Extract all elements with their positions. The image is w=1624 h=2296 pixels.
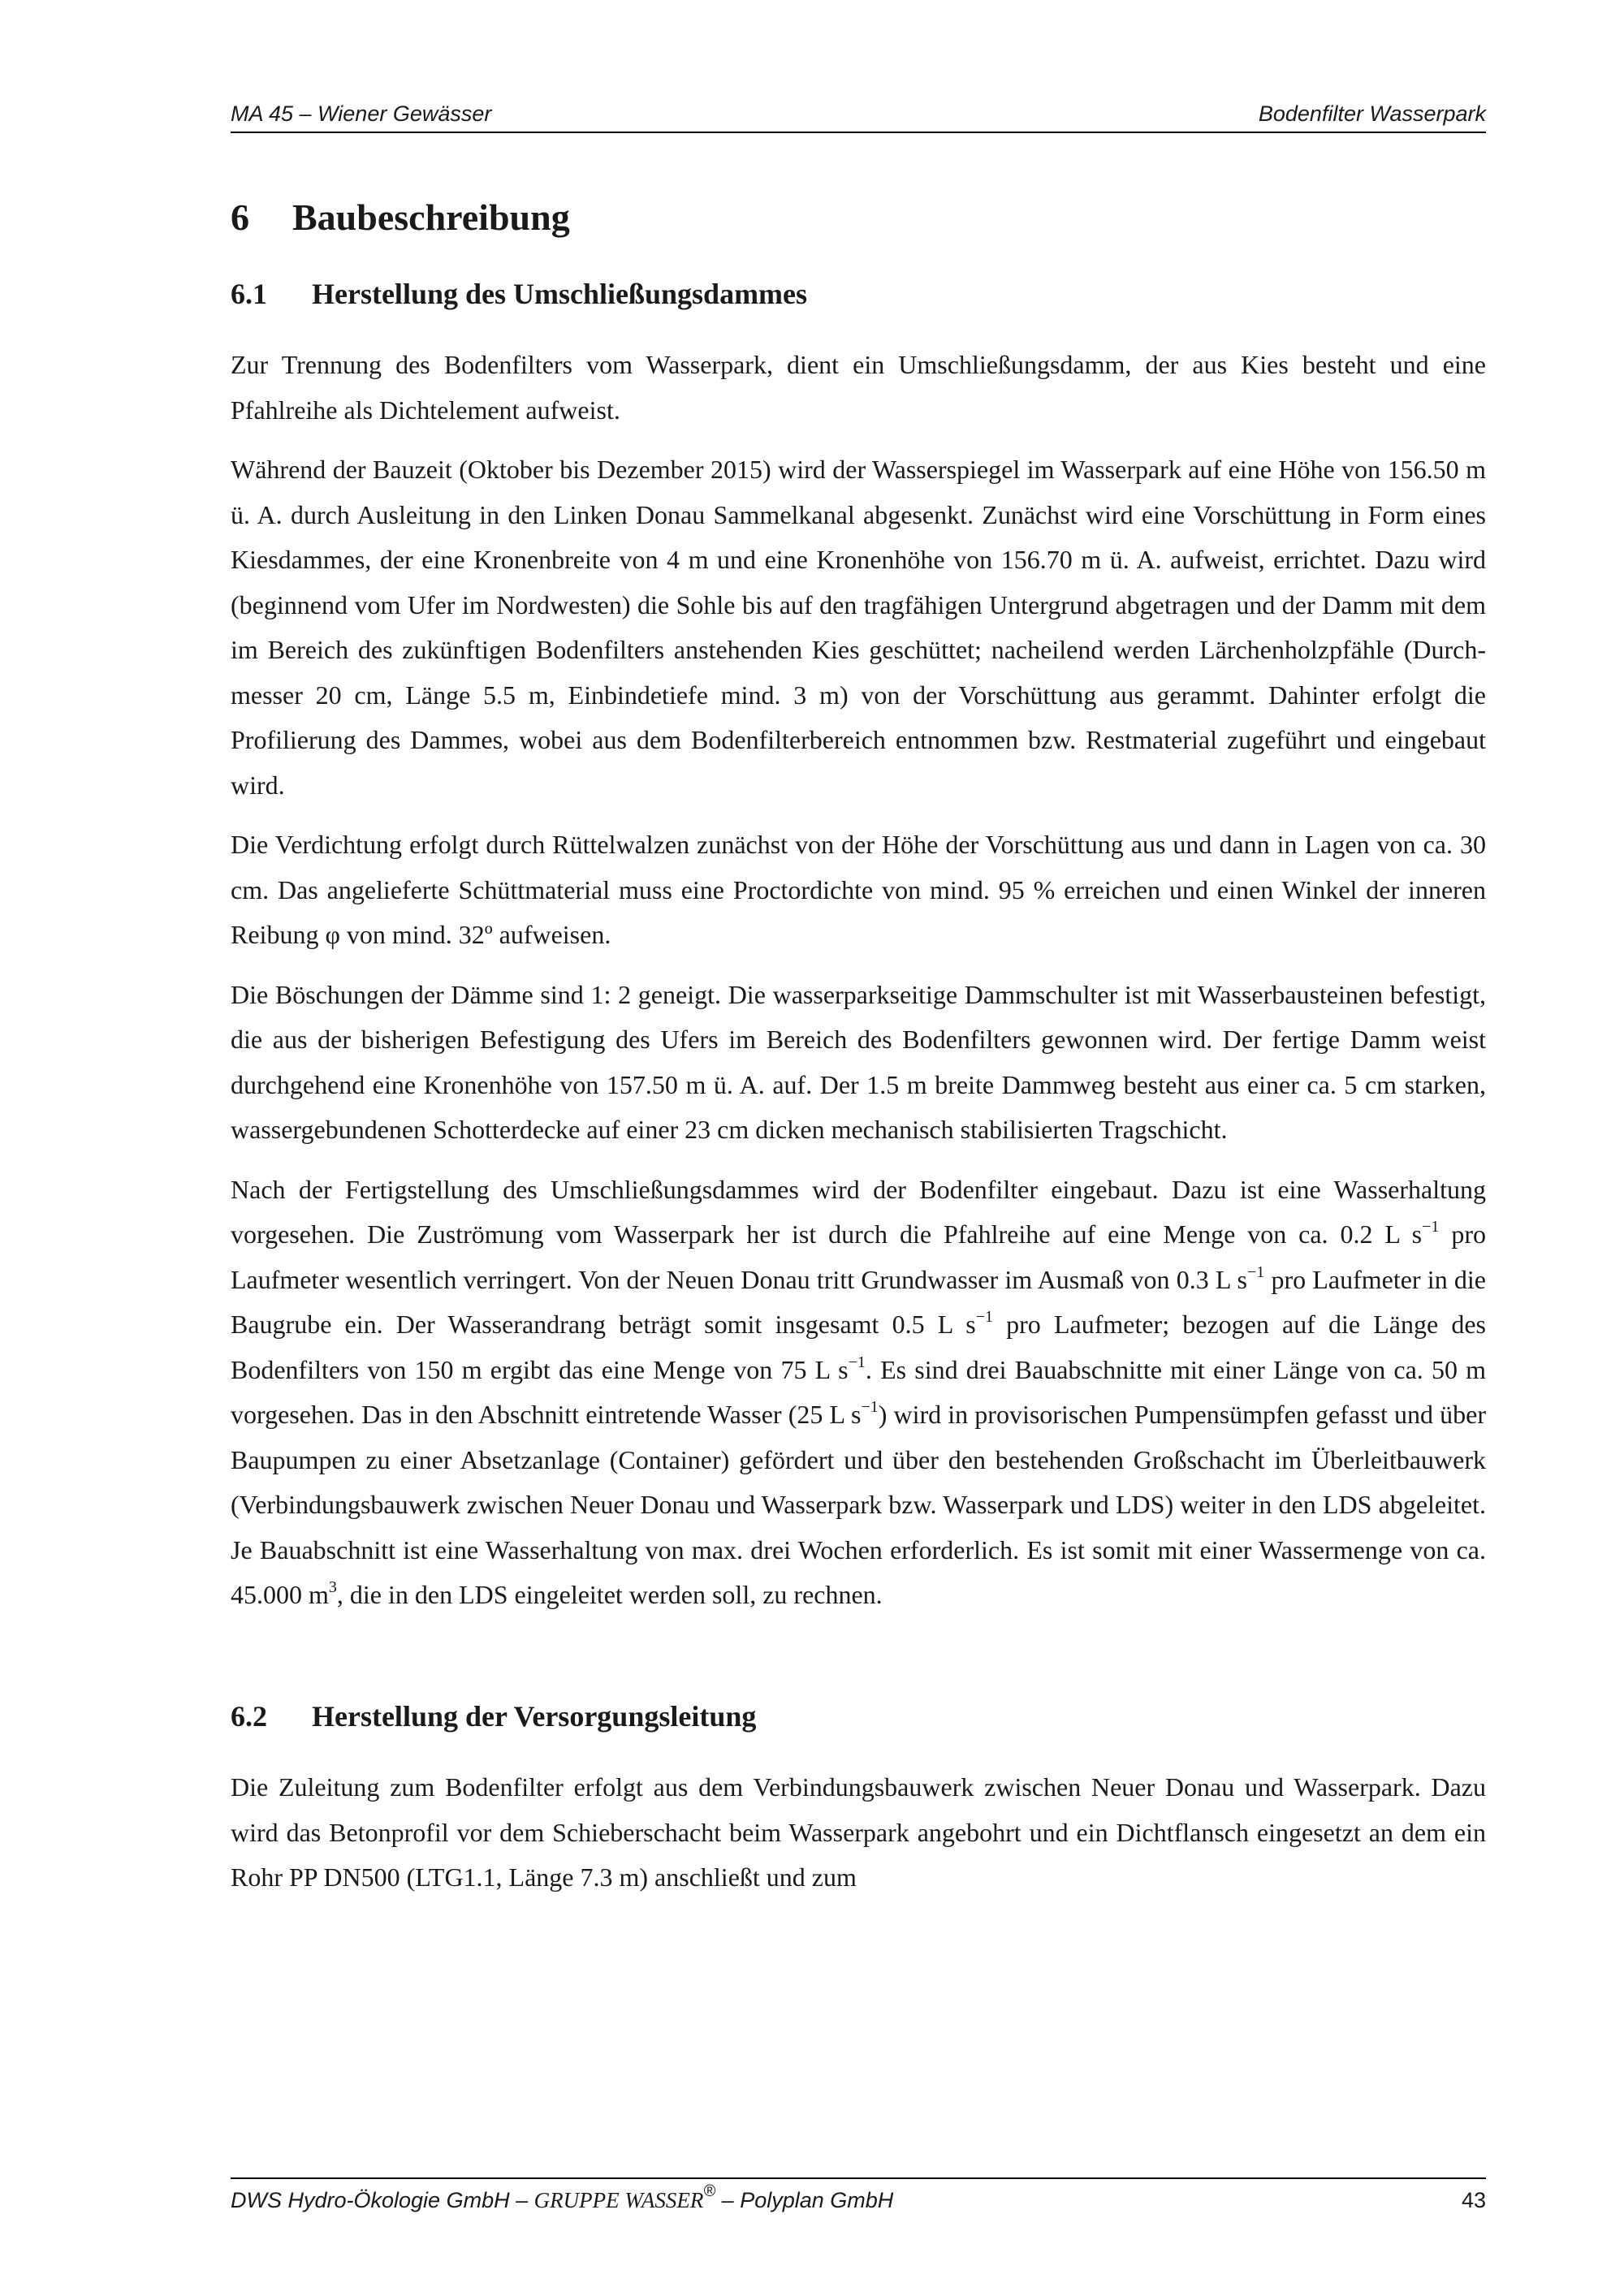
text-run: . Es sind drei Bauabschnitte mit einer Länge von ca. 50 m vorgesehen. Das in den Abschnitt eintretende Wasser (25 L s xyxy=(231,1354,1487,1430)
page-number: 43 xyxy=(1461,2188,1486,2212)
superscript: −1 xyxy=(848,1353,866,1371)
superscript: −1 xyxy=(975,1308,993,1327)
section-title: Herstellung der Versorgungsleitung xyxy=(312,1699,757,1733)
text-run: , die in den LDS eingeleitet werden soll, zu rechnen. xyxy=(336,1580,883,1610)
paragraph: Die Böschungen der Dämme sind 1: 2 geneigt. Die wasserparkseitige Dammschulter ist mit Wasserbausteinen befestigt, die aus der bisherigen Befestigung des Ufers im Bereich des Bodenfilters gewonnen wird. Der fertige Damm weist durchgehend eine Kronenhöhe von 157.50 m ü. A. auf. Der 1.5 m breite Dammweg besteht aus einer ca. 5 cm starken, wassergebundenen Schotterdecke auf einer 23 cm dicken mechanisch stabilisierten Tragschicht. xyxy=(231,979,1486,1145)
header-left: MA 45 – Wiener Gewässer xyxy=(231,101,492,126)
text-run: Nach der Fertigstellung des Umschließungsdammes wird der Bodenfilter eingebaut. Dazu ist eine Wasserhaltung vorgesehen. Die Zuströmung vom Wasserpark her ist durch die Pfahlreihe auf eine Menge von ca. 0.2 L s xyxy=(231,1174,1486,1249)
text-run: pro Laufmeter in die Baugrube ein. Der Wasserandrang beträgt somit insgesamt 0.5 L s xyxy=(231,1264,1486,1340)
section-number: 6.1 xyxy=(231,278,267,311)
footer-company-2: – Polyplan GmbH xyxy=(715,2188,894,2212)
paragraph: Die Verdichtung erfolgt durch Rüttelwalzen zunächst von der Höhe der Vorschüttung aus und dann in Lagen von ca. 30 cm. Das angelieferte Schüttmaterial muss eine Proctordichte von mind. 95 % erreichen und einen Winkel der inneren Reibung φ von mind. 32º aufweisen. xyxy=(231,830,1486,950)
header-right: Bodenfilter Wasserpark xyxy=(1258,101,1486,126)
superscript: −1 xyxy=(861,1398,879,1417)
text-run: pro Laufmeter wesentlich verringert. Von der Neuen Donau tritt Grundwasser im Ausmaß von 0.3 L s xyxy=(231,1219,1487,1294)
superscript: −1 xyxy=(1422,1218,1440,1236)
superscript: 3 xyxy=(328,1578,337,1597)
section-number: 6.2 xyxy=(231,1699,267,1733)
chapter-heading xyxy=(231,195,1486,240)
paragraph: Die Zuleitung zum Bodenfilter erfolgt aus dem Verbindungsbauwerk zwischen Neuer Donau und Wasserpark. Dazu wird das Betonprofil vor dem Schieberschacht beim Wasserpark angebohrt und ein Dichtflansch eingesetzt an dem ein Rohr PP DN500 (LTG1.1, Länge 7.3 m) anschließt und zum xyxy=(231,1772,1486,1892)
footer-left xyxy=(231,2179,893,2221)
paragraph: Zur Trennung des Bodenfilters vom Wasserpark, dient ein Umschließungsdamm, der aus Kies besteht und eine Pfahlreihe als Dichtelement aufweist. xyxy=(231,350,1486,425)
section-title: Herstellung des Umschließungsdammes xyxy=(312,278,808,311)
text-run: ) wird in provisorischen Pumpensümpfen gefasst und über Baupumpen zu einer Absetzanlage (Container) gefördert und über den bestehenden Großschacht im Überleitbauwerk (Verbindungsbauwerk zwischen Neuer Donau und Wasserpark bzw. Wasserpark und LDS) weiter in den LDS abgeleitet. Je Bauabschnitt ist eine Wasserhaltung von max. drei Wochen erforderlich. Es ist somit mit einer Wassermenge von ca. 45.000 m xyxy=(231,1400,1487,1610)
chapter-number: 6 xyxy=(231,196,249,238)
page-content xyxy=(231,185,1486,1915)
registered-mark: ® xyxy=(703,2182,716,2200)
paragraph: Während der Bauzeit (Oktober bis Dezember 2015) wird der Wasserspiegel im Wasserpark auf eine Höhe von 156.50 m ü. A. durch Ausleitung in den Linken Donau Sammelkanal abgesenkt. Zunächst wird eine Vorschüttung in Form eines Kiesdammes, der eine Kronenbreite von 4 m und eine Kronenhöhe von 156.70 m ü. A. aufweist, errichtet. Dazu wird (beginnend vom Ufer im Nordwesten) die Sohle bis auf den tragfähigen Untergrund abgetragen und der Damm mit dem im Bereich des zukünftigen Bodenfilters anstehenden Kies geschüttet; nacheilend werden Lärchenholzpfähle (Durchmesser 20 cm, Länge 5.5 m, Einbindetiefe mind. 3 m) von der Vorschüttung aus gerammt. Dahinter erfolgt die Profilierung des Dammes, wobei aus dem Bodenfilterbereich entnommen bzw. Restmaterial zugeführt und eingebaut wird. xyxy=(231,455,1486,800)
section-heading-6-2 xyxy=(231,1699,1486,1734)
section-heading-6-1 xyxy=(231,277,1486,312)
paragraph xyxy=(231,1167,1486,1618)
footer-company: DWS Hydro-Ökologie GmbH – xyxy=(231,2188,534,2212)
superscript: −1 xyxy=(1246,1262,1265,1281)
chapter-title: Baubeschreibung xyxy=(292,196,570,238)
footer-group: GRUPPE WASSER xyxy=(533,2188,704,2212)
page-footer xyxy=(231,2177,1486,2221)
page-header xyxy=(231,96,1486,133)
text-run: pro Laufmeter; bezogen auf die Länge des Bodenfilters von 150 m ergibt das eine Menge von 75 L s xyxy=(231,1310,1487,1384)
